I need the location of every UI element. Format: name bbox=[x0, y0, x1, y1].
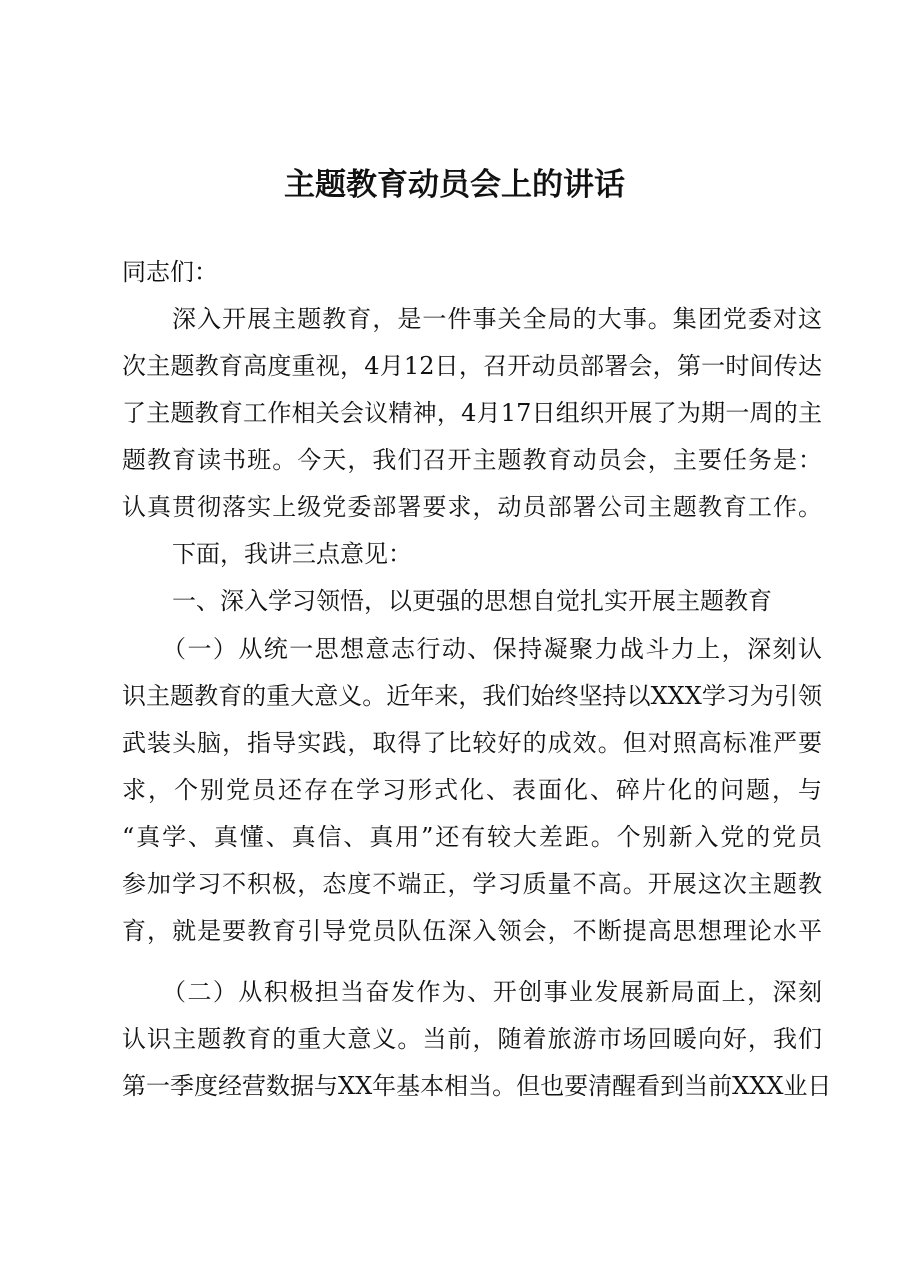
paragraph-line: 题教育读书班。今天，我们召开主题教育动员会，主要任务是： bbox=[122, 446, 822, 474]
paragraph-line: 下面，我讲三点意见： bbox=[172, 540, 412, 568]
paragraph-line: 育，就是要教育引导党员队伍深入领会，不断提高思想理论水平 bbox=[122, 917, 822, 945]
paragraph-line: （一）从统一思想意志行动、保持凝聚力战斗力上，深刻认 bbox=[162, 635, 822, 663]
document-title: 主题教育动员会上的讲话 bbox=[284, 167, 625, 203]
paragraph-line: 认真贯彻落实上级党委部署要求，动员部署公司主题教育工作。 bbox=[122, 493, 822, 521]
paragraph-line: 武装头脑，指导实践，取得了比较好的成效。但对照高标准严要 bbox=[122, 729, 822, 757]
salutation: 同志们： bbox=[122, 258, 218, 286]
paragraph-line: （二）从积极担当奋发作为、开创事业发展新局面上，深刻 bbox=[162, 978, 822, 1006]
paragraph-line: 识主题教育的重大意义。近年来，我们始终坚持以XXX学习为引领 bbox=[122, 682, 822, 710]
paragraph-line: 次主题教育高度重视，4月12日，召开动员部署会，第一时间传达 bbox=[122, 352, 822, 380]
paragraph-line: 认识主题教育的重大意义。当前，随着旅游市场回暖向好，我们 bbox=[122, 1025, 822, 1053]
paragraph-line: 了主题教育工作相关会议精神，4月17日组织开展了为期一周的主 bbox=[122, 399, 822, 427]
paragraph-line: “真学、真懂、真信、真用”还有较大差距。个别新入党的党员 bbox=[122, 823, 822, 851]
paragraph-line: 深入开展主题教育，是一件事关全局的大事。集团党委对这 bbox=[172, 305, 822, 333]
paragraph-line: 求，个别党员还存在学习形式化、表面化、碎片化的问题，与 bbox=[122, 776, 822, 804]
paragraph-line: 第一季度经营数据与XX年基本相当。但也要清醒看到当前XXX业日 bbox=[122, 1072, 832, 1100]
paragraph-line: 参加学习不积极，态度不端正，学习质量不高。开展这次主题教 bbox=[122, 870, 822, 898]
section-heading: 一、深入学习领悟，以更强的思想自觉扎实开展主题教育 bbox=[172, 587, 772, 615]
